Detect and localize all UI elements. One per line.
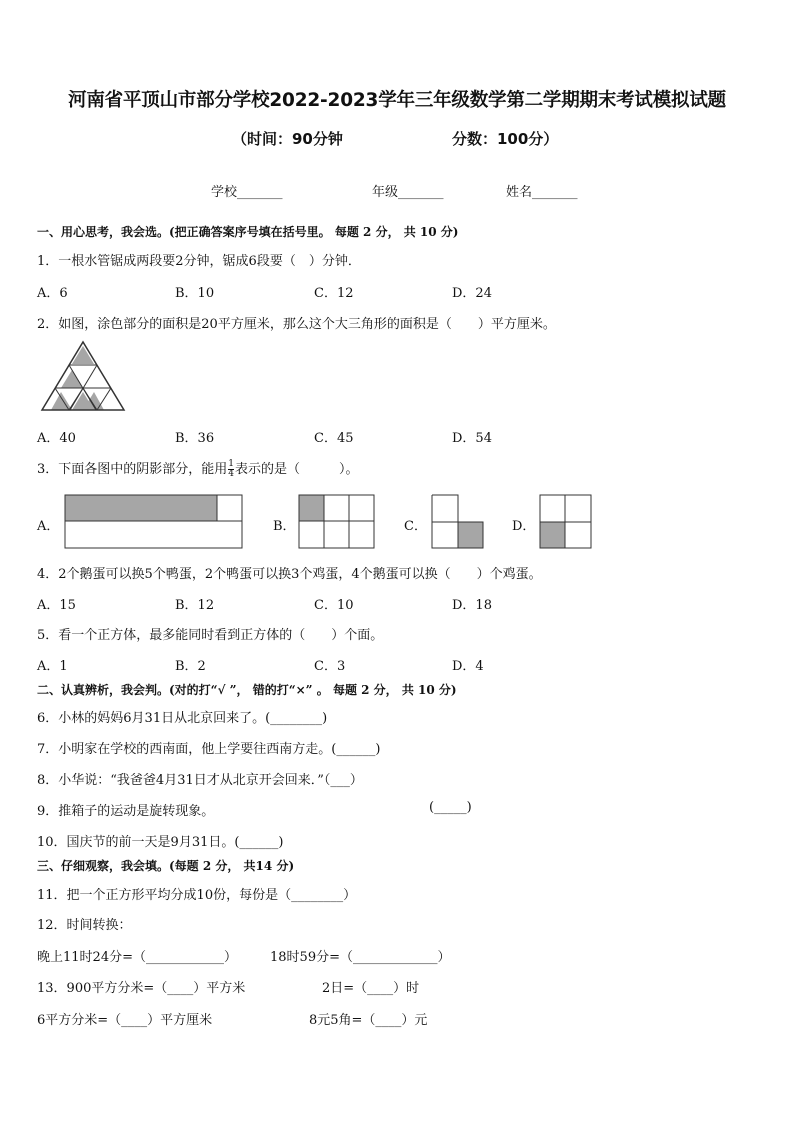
q3-text-before: 3．下面各图中的阴影部分，能用	[37, 462, 228, 477]
q5-option-d[interactable]: D．4	[452, 659, 484, 674]
triangle-shade-3	[51, 392, 72, 410]
q2-option-c[interactable]: C．45	[314, 431, 354, 446]
q12-part-b[interactable]: 18时59分=（_____________）	[270, 950, 451, 965]
question-2: 2．如图，涂色部分的面积是20平方厘米，那么这个大三角形的面积是（ ）平方厘米。	[37, 317, 556, 332]
q13-part-d[interactable]: 8元5角=（____）元	[309, 1013, 428, 1028]
q3-figure-c	[431, 494, 485, 550]
exam-score: 分数：100分）	[452, 130, 559, 148]
q5-option-a[interactable]: A．1	[37, 659, 68, 674]
school-field[interactable]: 学校_______	[211, 185, 283, 200]
q2-option-b[interactable]: B．36	[175, 431, 215, 446]
question-3	[37, 458, 359, 479]
q12-part-a[interactable]: 晚上11时24分=（____________）	[37, 950, 237, 965]
question-8[interactable]: 8．小华说：“我爸爸4月31日才从北京开会回来．”（___）	[37, 773, 363, 788]
question-5: 5．看一个正方体，最多能同时看到正方体的（ ）个面。	[37, 628, 384, 643]
q3-label-a[interactable]: A．	[37, 519, 60, 534]
q2-option-a[interactable]: A．40	[37, 431, 76, 446]
q1-option-b[interactable]: B．10	[175, 286, 215, 301]
exam-time: （时间：90分钟	[232, 130, 343, 148]
question-11[interactable]: 11．把一个正方形平均分成10份，每份是（________）	[37, 888, 357, 903]
q13-part-c[interactable]: 6平方分米=（____）平方厘米	[37, 1013, 213, 1028]
question-6[interactable]: 6．小林的妈妈6月31日从北京回来了。(________)	[37, 711, 328, 726]
q4-option-d[interactable]: D．18	[452, 598, 492, 613]
q9-answer-blank[interactable]: (_____)	[429, 800, 472, 815]
q3-fraction-num: 1	[228, 459, 235, 469]
q3-fraction	[228, 460, 234, 479]
question-10[interactable]: 10．国庆节的前一天是9月31日。(______)	[37, 835, 284, 850]
q4-option-c[interactable]: C．10	[314, 598, 354, 613]
q3-label-d[interactable]: D．	[512, 519, 536, 534]
q4-option-b[interactable]: B．12	[175, 598, 215, 613]
exam-title: 河南省平顶山市部分学校2022-2023学年三年级数学第二学期期末考试模拟试题	[68, 90, 726, 111]
q3-fraction-den: 4	[228, 469, 235, 479]
grade-field[interactable]: 年级_______	[372, 185, 444, 200]
q5-option-b[interactable]: B．2	[175, 659, 206, 674]
q2-option-d[interactable]: D．54	[452, 431, 492, 446]
question-1: 1．一根水管锯成两段要2分钟，锯成6段要（ ）分钟．	[37, 254, 361, 269]
q3-figure-a	[64, 494, 244, 550]
q3-figure-d	[539, 494, 593, 550]
name-field[interactable]: 姓名_______	[506, 185, 578, 200]
q1-option-d[interactable]: D．24	[452, 286, 492, 301]
q1-option-a[interactable]: A．6	[37, 286, 68, 301]
q3-label-c[interactable]: C．	[404, 519, 427, 534]
question-7[interactable]: 7．小明家在学校的西南面，他上学要往西南方走。(______)	[37, 742, 381, 757]
question-4: 4．2个鹅蛋可以换5个鸭蛋，2个鸭蛋可以换3个鸡蛋，4个鹅蛋可以换（ ）个鸡蛋。	[37, 567, 542, 582]
q3-figure-b	[298, 494, 376, 550]
question-12: 12．时间转换：	[37, 918, 132, 933]
q4-option-a[interactable]: A．15	[37, 598, 76, 613]
triangle-figure	[40, 340, 126, 412]
section-3-heading: 三、仔细观察，我会填。(每题 2 分， 共14 分)	[37, 859, 295, 873]
section-1-heading: 一、用心思考，我会选。(把正确答案序号填在括号里。 每题 2 分， 共 10 分)	[37, 225, 459, 239]
q13-part-b[interactable]: 2日=（____）时	[322, 981, 420, 996]
q1-option-c[interactable]: C．12	[314, 286, 354, 301]
section-2-heading: 二、认真辨析，我会判。(对的打“√ ”， 错的打“×” 。 每题 2 分， 共 10 分)	[37, 683, 457, 697]
q13-part-a[interactable]: 13．900平方分米=（____）平方米	[37, 981, 246, 996]
q3-text-after: 表示的是（ ）。	[235, 462, 359, 477]
question-9: 9．推箱子的运动是旋转现象。	[37, 804, 215, 819]
q3-label-b[interactable]: B．	[273, 519, 296, 534]
q5-option-c[interactable]: C．3	[314, 659, 346, 674]
